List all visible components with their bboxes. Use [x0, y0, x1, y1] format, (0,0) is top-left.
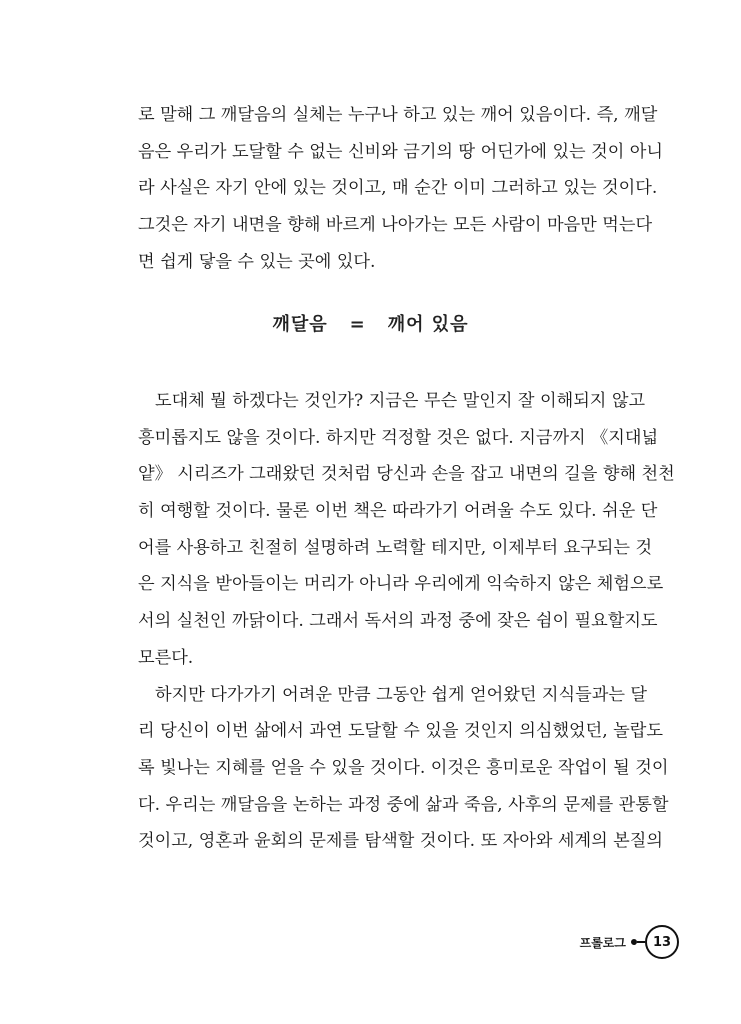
paragraph-1	[138, 97, 663, 280]
text-line: 라 사실은 자기 안에 있는 것이고, 매 순간 이미 그러하고 있는 것이다.	[138, 178, 658, 199]
section-label: 프롤로그	[579, 935, 626, 950]
text-line: 리 당신이 이번 삶에서 과연 도달할 수 있을 것인지 의심했었던, 놀랍도	[138, 721, 663, 742]
page-footer	[580, 921, 679, 963]
text-line: 록 빛나는 지혜를 얻을 수 있을 것이다. 이것은 흥미로운 작업이 될 것이	[138, 757, 669, 778]
text-line: 얕》 시리즈가 그래왔던 것처럼 당신과 손을 잡고 내면의 길을 향해 천천	[138, 464, 675, 485]
text-line: 어를 사용하고 친절히 설명하려 노력할 테지만, 이제부터 요구되는 것	[138, 537, 653, 558]
text-line: 도대체 뭘 하겠다는 것인가? 지금은 무슨 말인지 잘 이해되지 않고	[155, 391, 646, 411]
text-line: 다. 우리는 깨달음을 논하는 과정 중에 삶과 죽음, 사후의 문제를 관통할	[138, 794, 669, 815]
emphasis-right: 깨어 있음	[387, 314, 469, 335]
text-line: 흥미롭지도 않을 것이다. 하지만 걱정할 것은 없다. 지금까지 《지대넓	[138, 427, 659, 448]
text-line: 그것은 자기 내면을 향해 바르게 나아가는 모든 사람이 마음만 먹는다	[138, 215, 653, 236]
text-line: 서의 실천인 까닭이다. 그래서 독서의 과정 중에 잦은 쉼이 필요할지도	[138, 611, 658, 632]
emphasis-equals: =	[349, 314, 366, 335]
text-line: 음은 우리가 도달할 수 없는 신비와 금기의 땅 어딘가에 있는 것이 아니	[138, 141, 663, 162]
emphasis-left: 깨달음	[272, 314, 328, 335]
text-line: 면 쉽게 닿을 수 있는 곳에 있다.	[138, 251, 376, 272]
emphasis-equation	[0, 310, 741, 336]
connector-line	[637, 941, 645, 943]
text-line: 하지만 다가가기 어려운 만큼 그동안 쉽게 얻어왔던 지식들과는 달	[155, 684, 647, 705]
page-number: 13	[645, 925, 679, 959]
text-line: 모른다.	[138, 647, 194, 668]
text-line: 로 말해 그 깨달음의 실체는 누구나 하고 있는 깨어 있음이다. 즉, 깨달	[138, 105, 658, 125]
text-line: 히 여행할 것이다. 물론 이번 책은 따라가기 어려울 수도 있다. 쉬운 단	[138, 501, 658, 522]
paragraphs-2-3	[138, 383, 675, 860]
text-line: 은 지식을 받아들이는 머리가 아니라 우리에게 익숙하지 않은 체험으로	[138, 574, 664, 595]
text-line: 것이고, 영혼과 윤회의 문제를 탐색할 것이다. 또 자아와 세계의 본질의	[138, 831, 663, 852]
